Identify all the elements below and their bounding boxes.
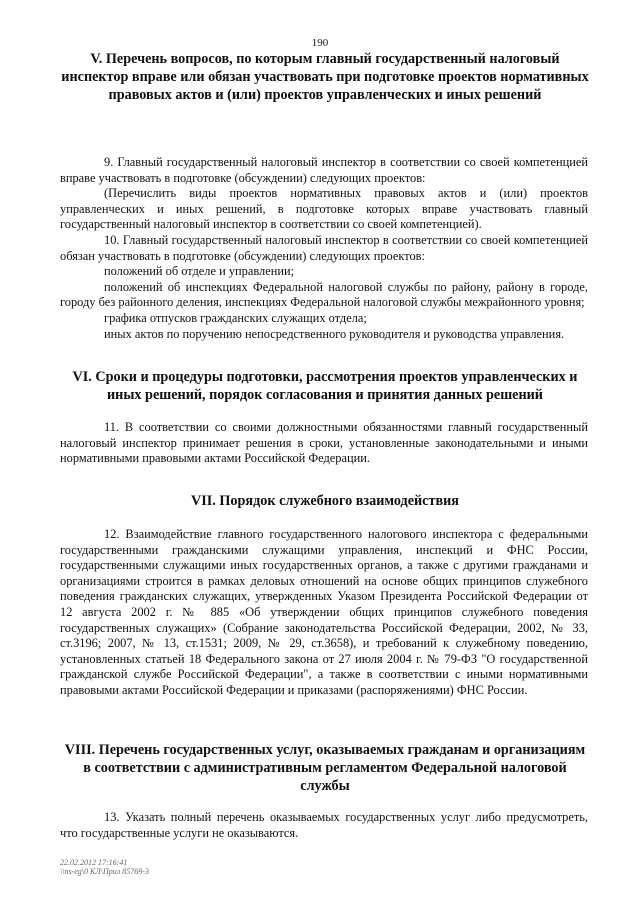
paragraph-13: 13. Указать полный перечень оказываемых государственных услуг либо предусмотреть, что государственные услуги не оказываются. xyxy=(60,810,588,840)
paragraph-10: 10. Главный государственный налоговый инспектор в соответствии со своей компетенцией обязан участвовать в подготовке (обсуждении) следующих проектов: xyxy=(60,232,588,263)
page-number: 190 xyxy=(311,37,329,49)
section-8-body xyxy=(60,810,588,841)
paragraph-11: 11. В соответствии со своими должностными обязанностями главный государственный налоговый инспектор принимает решения в сроки, установленные законодательными и иными нормативными правовыми актами Российской Федерации. xyxy=(60,420,588,466)
section-5-body xyxy=(60,155,588,342)
paragraph-12: 12. Взаимодействие главного государственного налогового инспектора с федеральными государственными гражданскими служащими управления, инспекций и ФНС России, государственными служащими иных государственных органов, а также с другими гражданами и организациями строится в рамках деловых отношений на основе общих принципов служебного поведения гражданских служащих, утвержденных Указом Президента Российской Федерации от 12 августа 2002 г. № 885 «Об утверждении общих принципов служебного поведения государственных служащих» (Собрание законодательства Российской Федерации, 2002, № 33, ст.3196; 2007, № 13, ст.1531; 2009, № 29, ст.3658), и требований к служебному поведению, установленных статьей 18 Федерального закона от 27 июля 2004 г. № 79-ФЗ "О государственной гражданской службе Российской Федерации", а также в соответствии с иными нормативными правовыми актами Российской Федерации и приказами (распоряжениями) ФНС России. xyxy=(60,527,588,697)
section-8-heading: VIII. Перечень государственных услуг, оказываемых гражданам и организациям в соответствии с административным регламентом Федеральной налоговой службы xyxy=(64,742,586,794)
paragraph-9-note: (Перечислить виды проектов нормативных правовых актов и (или) проектов управленческих и иных решений, в подготовке которых вправе участвовать главный государственный налоговый инспектор в соответствии со своей компетенцией). xyxy=(60,186,588,232)
section-6-heading: VI. Сроки и процедуры подготовки, рассмотрения проектов управленческих и иных решений, порядок согласования и принятия данных решений xyxy=(72,369,578,403)
section-6-body xyxy=(60,420,588,467)
section-7-heading: VII. Порядок служебного взаимодействия xyxy=(191,493,459,509)
list-item-inspection-regulations: положений об инспекциях Федеральной налоговой службы по району, району в городе, городу без районного деления, инспекциях Федеральной налоговой службы межрайонного уровня; xyxy=(60,279,588,310)
list-item-vacation-schedule: графика отпусков гражданских служащих отдела; xyxy=(104,310,367,325)
footer-timestamp: 22.02.2012 17:16:41 xyxy=(60,858,128,867)
section-7-body xyxy=(60,527,588,699)
list-item-department-regulations: положений об отделе и управлении; xyxy=(104,264,295,279)
footer-stamp xyxy=(60,858,149,876)
list-item-other-acts: иных актов по поручению непосредственного руководителя и руководства управления. xyxy=(104,326,565,341)
section-5-heading: V. Перечень вопросов, по которым главный государственный налоговый инспектор вправе или обязан участвовать при подготовке проектов нормативных правовых актов и (или) проектов управленческих и иных решений xyxy=(61,51,589,103)
paragraph-9: 9. Главный государственный налоговый инспектор в соответствии со своей компетенцией вправе участвовать в подготовке (обсуждении) следующих проектов: xyxy=(60,155,588,185)
footer-file-path: \\ns-eg\0 КЛ\Прил 85769-3 xyxy=(60,867,149,876)
